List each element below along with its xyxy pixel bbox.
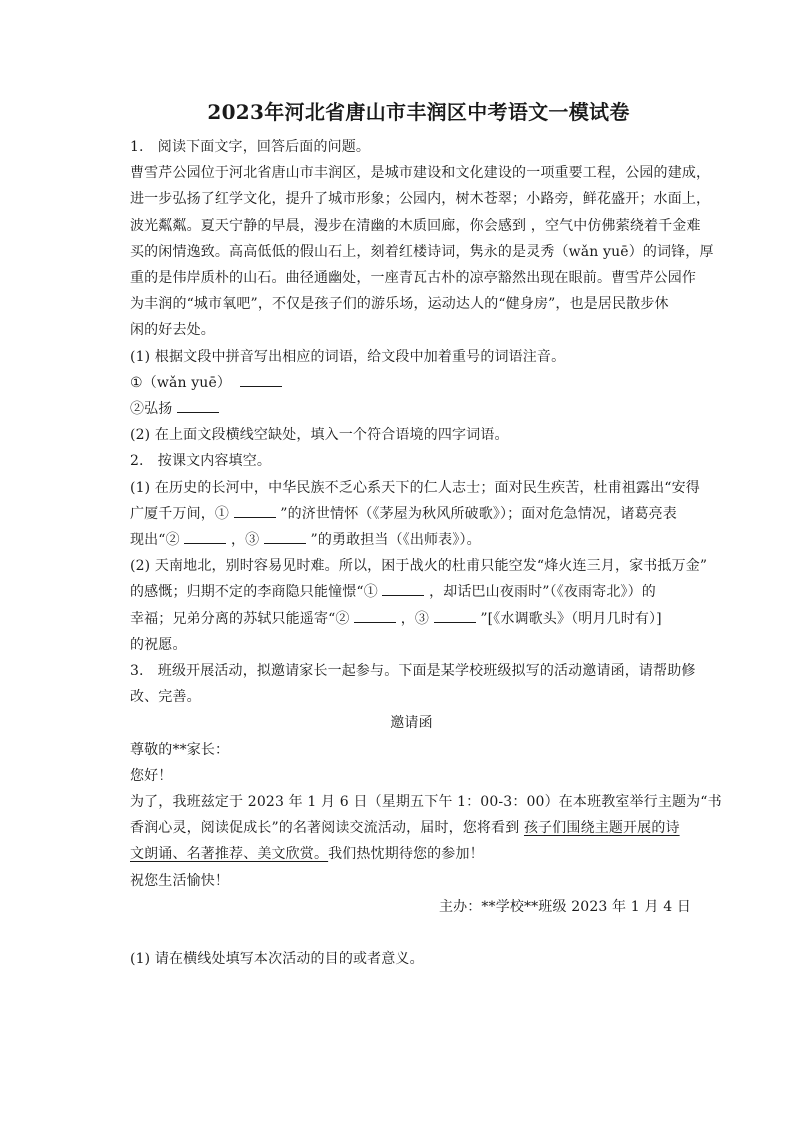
answer-blank[interactable] [184, 529, 226, 544]
q3-heading-line-1: 3. 班级开展活动，拟邀请家长一起参与。下面是某学校班级拟写的活动邀请函，请帮助修 [130, 663, 696, 680]
q1-item-1-label: ①（wǎn yuē） [130, 374, 232, 391]
q1-heading: 1. 阅读下面文字，回答后面的问题。 [130, 139, 371, 155]
q1-passage-line-1: 曹雪芹公园位于河北省唐山市丰润区，是城市建设和文化建设的一项重要工程，公园的建成， [130, 165, 711, 182]
q3-sub-question-1: (1) 请在横线处填写本次活动的目的或者意义。 [130, 951, 424, 968]
answer-blank[interactable] [234, 503, 276, 518]
question-3 [130, 658, 722, 972]
q2-text: ”的济世情怀（《茅屋为秋风所破歌》）；面对危急情况，诸葛亮表 [280, 505, 677, 522]
q2-text: ，③ [230, 532, 260, 549]
q1-passage-line-2: 进一步弘扬了红学文化，提升了城市形象；公园内，树木苍翠；小路旁，鲜花盛开；水面上， [130, 191, 711, 208]
q2-text: 现出“② [130, 532, 180, 549]
question-2 [130, 448, 708, 658]
q1-passage-line-3: 波光粼粼。夏天宁静的早晨，漫步在清幽的木质回廊，你会感到 ，空气中仿佛萦绕着千金难 [130, 217, 701, 234]
q2-text: 的感慨；归期不定的李商隐只能憧憬“① [130, 584, 378, 601]
q2-part1-line-2 [130, 501, 693, 527]
spacer [130, 920, 693, 946]
q1-sub-question-2: (2) 在上面文段横线空缺处，填入一个符合语境的四字词语。 [130, 427, 509, 444]
answer-blank[interactable] [240, 372, 282, 387]
answer-blank[interactable] [354, 608, 396, 623]
q2-part1-line-3 [130, 527, 693, 553]
q1-sub-question-1: (1) 根据文段中拼音写出相应的词语，给文段中加着重号的词语注音。 [130, 348, 566, 365]
q2-text: ”的勇敢担当（《出师表》）。 [310, 532, 481, 549]
letter-title: 邀请函 [390, 715, 433, 732]
q2-part2-line-2 [130, 579, 693, 605]
answer-blank[interactable] [434, 608, 476, 623]
q2-text: 广厦千万间，① [130, 505, 230, 522]
q2-part2-line-3 [130, 606, 693, 632]
letter-greeting: 您好！ [130, 767, 173, 784]
q2-part1-line-1: (1) 在历史的长河中，中华民族不乏心系天下的仁人志士；面对民生疾苦，杜甫祖露出“安得 [130, 479, 700, 496]
q1-item-1 [130, 370, 693, 396]
q1-item-2-label: ②弘扬 [130, 401, 173, 418]
q1-passage-line-6: 为丰润的“城市氧吧”，不仅是孩子们的游乐场，运动达人的“健身房”，也是居民散步休 [130, 296, 669, 313]
q2-text: ，却话巴山夜雨时”（《夜雨寄北》）的 [429, 584, 656, 601]
underlined-text: 孩子们围绕主题开展的诗 [523, 820, 680, 837]
q1-item-2 [130, 396, 693, 422]
q2-text: ，③ [400, 610, 430, 627]
page-title: 2023年河北省唐山市丰润区中考语文一模试卷 [207, 100, 630, 124]
letter-text: 我们热忱期待您的参加！ [328, 846, 484, 863]
underlined-text: 文朗诵、名著推荐、美文欣赏。 [130, 846, 329, 863]
answer-blank[interactable] [177, 398, 219, 413]
letter-body-line-3 [130, 841, 693, 867]
q1-passage-line-4: 买的闲情逸致。高高低低的假山石上，刻着红楼诗词，隽永的是灵秀（wǎn yuē）的词锋，厚 [130, 243, 714, 260]
q1-passage-line-5: 重的是伟岸质朴的山石。曲径通幽处，一座青瓦古朴的凉亭豁然出现在眼前。曹雪芹公园作 [130, 270, 696, 287]
q2-heading: 2. 按课文内容填空。 [130, 453, 272, 470]
letter-body-line-2 [130, 815, 693, 841]
q3-heading-line-2: 改、完善。 [130, 689, 201, 706]
letter-closing: 祝您生活愉快！ [130, 872, 230, 889]
invitation-letter [130, 710, 722, 920]
answer-blank[interactable] [382, 581, 424, 596]
letter-salutation: 尊敬的**家长： [130, 741, 230, 758]
answer-blank[interactable] [264, 529, 306, 544]
letter-text: 香润心灵，阅读促成长”的名著阅读交流活动，届时，您将看到 [130, 820, 524, 837]
question-1 [130, 134, 714, 448]
q2-text: 幸福；兄弟分离的苏轼只能遥寄“② [130, 610, 350, 627]
q2-text: ”[《水调歌头》（明月几时有）] [480, 610, 662, 627]
q2-part2-line-1: (2) 天南地北，别时容易见时难。所以，困于战火的杜甫只能空发“烽火连三月，家书抵万金” [130, 558, 708, 575]
letter-body-line-1: 为了，我班兹定于 2023 年 1 月 6 日（星期五下午 1：00-3：00）在本班教室举行主题为“书 [130, 794, 722, 811]
q2-part2-line-4: 的祝愿。 [130, 636, 187, 653]
letter-signature: 主办：**学校**班级 2023 年 1 月 4 日 [438, 898, 691, 915]
q1-passage-line-7: 闲的好去处。 [130, 322, 215, 339]
